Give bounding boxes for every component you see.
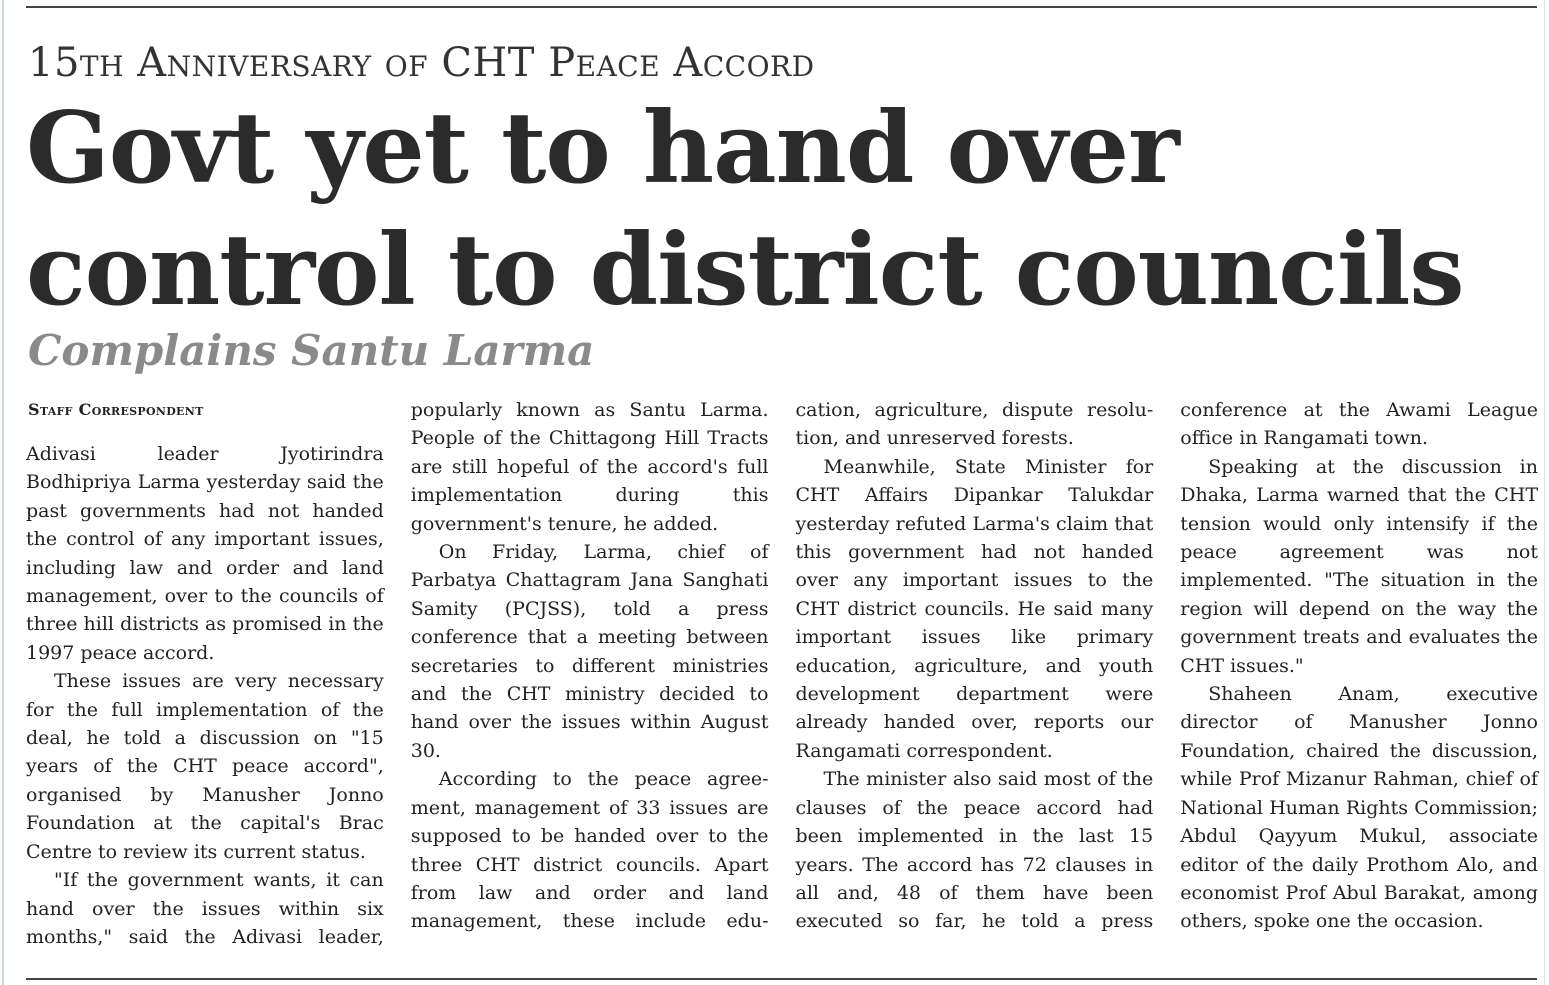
paragraph: These issues are very necessary for the full implementation of the deal, he told a discussion on "15 years of the CHT peace accord", organised by Manusher Jonno Foundation at the capital's Brac Centre to review its current status.: [26, 670, 384, 863]
paragraph: Shaheen Anam, executive director of Manusher Jonno Foundation, chaired the discussion, while Prof Mizanur Rahman, chief of National Human Rights Commission; Abdul Qayyum Mukul, associate editor of the daily Prothom Alo, and economist Prof Abul Barakat, among others, spoke one the occasion.: [1180, 683, 1538, 933]
paragraph: On Friday, Larma, chief of Parbatya Chattagram Jana Sanghati Samity (PCJSS), told a press conference that a meeting between secretaries to different ministries and the CHT ministry decided to hand over the issues within August 30.: [410, 541, 769, 762]
left-margin-rule: [2, 0, 4, 985]
headline: Govt yet to hand over control to district councils: [26, 91, 1464, 328]
right-margin-rule: [1544, 0, 1545, 985]
bottom-rule: [26, 978, 1537, 980]
paragraph: Meanwhile, State Minister for CHT Affairs Dipankar Talukdar yesterday refuted Larma's claim that this government had not handed over any important issues to the CHT district councils. He said many important issues like primary education, agriculture, and youth development department were already handed over, reports our Rangamati correspondent.: [795, 455, 1154, 762]
top-rule: [26, 6, 1537, 8]
deck-subheadline: Complains Santu Larma: [28, 326, 595, 375]
byline-space: [26, 396, 384, 440]
paragraph: Adivasi leader Jyotirindra Bodhipriya Larma yesterday said the past governments had not handed the control of any important issues, including law and order and land management, over to the councils of three hill districts as promised in the 1997 peace accord.: [26, 443, 384, 664]
article-body: [26, 396, 1538, 964]
paragraph: "If the government wants, it can hand over the issues within six months," said the Adivasi leader, popularly known as Santu Larma. People of the Chittagong Hill Tracts are still hopeful of the accord's full implementation during this government's tenure, he added.: [26, 399, 769, 948]
paragraph: Speaking at the discussion in Dhaka, Larma warned that the CHT tension would only intensify if the peace agreement was not implemented. "The situation in the region will depend on the way the government treats and evaluates the CHT issues.": [1180, 455, 1538, 677]
paragraph: The minister also said most of the clauses of the peace accord had been implemented in the last 15 years. The accord has 72 clauses in all and, 48 of them have been executed so far, he told a press conference at the Awami League office in Rangamati town.: [795, 399, 1538, 933]
paragraph: According to the peace agreement, management of 33 issues are supposed to be handed over to the three CHT district councils. Apart from law and order and land management, these include education, agriculture, dispute resolution, and unreserved forests.: [410, 399, 1154, 933]
byline: Staff Correspondent: [28, 400, 204, 419]
kicker: 15th Anniversary of CHT Peace Accord: [28, 40, 815, 86]
